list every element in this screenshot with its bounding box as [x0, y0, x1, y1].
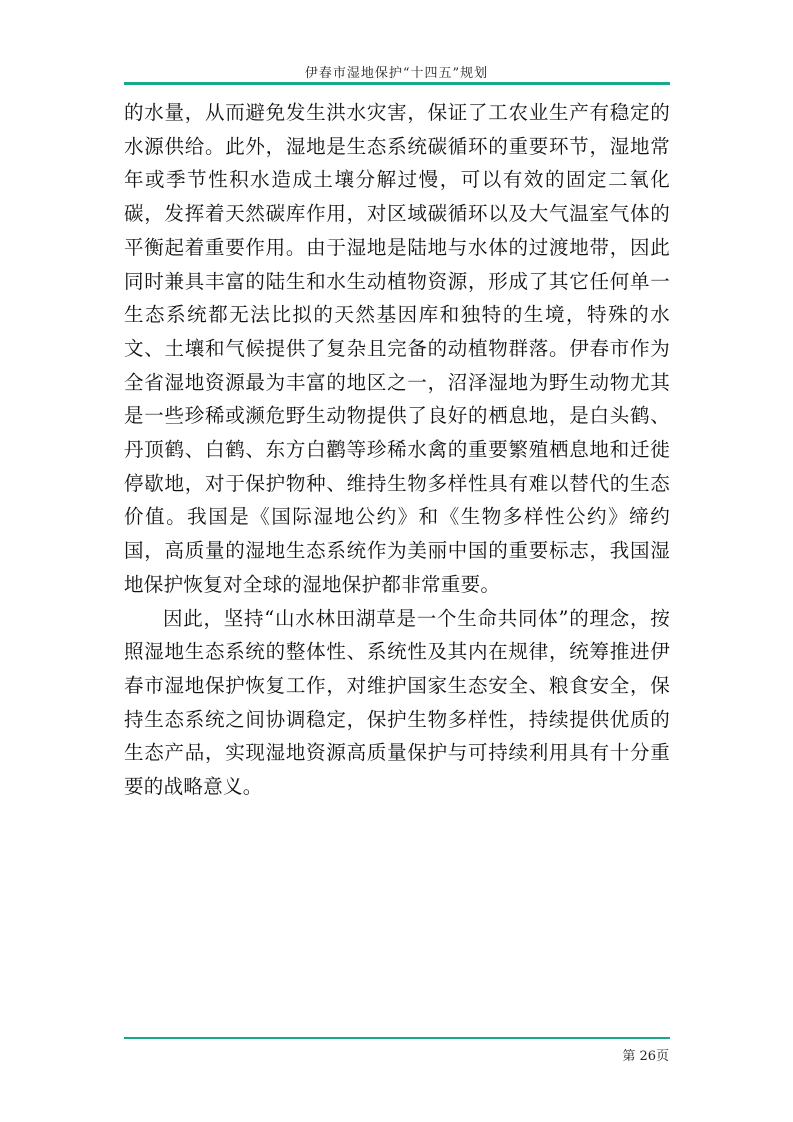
page-number: 第 26页 — [622, 1049, 669, 1064]
paragraph-conclusion: 因此，坚持“山水林田湖草是一个生命共同体”的理念，按照湿地生态系统的整体性、系统性及其内在规律，统筹推进伊春市湿地保护恢复工作，对维护国家生态安全、粮食安全，保持生态系统之间协调稳定，保护生物多样性，持续提供优质的生态产品，实现湿地资源高质量保护与可持续利用具有十分重要的战略意义。 — [124, 606, 670, 799]
footer-divider — [124, 1037, 670, 1039]
main-body-text — [124, 96, 670, 804]
running-header-title: 伊春市湿地保护“十四五”规划 — [304, 66, 489, 81]
header-divider — [124, 82, 670, 85]
paragraph-continued: 的水量，从而避免发生洪水灾害，保证了工农业生产有稳定的水源供给。此外，湿地是生态系统碳循环的重要环节，湿地常年或季节性积水造成土壤分解过慢，可以有效的固定二氧化碳，发挥着天然碳库作用，对区域碳循环以及大气温室气体的平衡起着重要作用。由于湿地是陆地与水体的过渡地带，因此同时兼具丰富的陆生和水生动植物资源，形成了其它任何单一生态系统都无法比拟的天然基因库和独特的生境，特殊的水文、土壤和气候提供了复杂且完备的动植物群落。伊春市作为全省湿地资源最为丰富的地区之一，沼泽湿地为野生动物尤其是一些珍稀或濒危野生动物提供了良好的栖息地，是白头鹤、丹顶鹤、白鹤、东方白鹳等珍稀水禽的重要繁殖栖息地和迁徙停歇地，对于保护物种、维持生物多样性具有难以替代的生态价值。我国是《国际湿地公约》和《生物多样性公约》缔约国，高质量的湿地生态系统作为美丽中国的重要标志，我国湿地保护恢复对全球的湿地保护都非常重要。 — [124, 101, 670, 596]
